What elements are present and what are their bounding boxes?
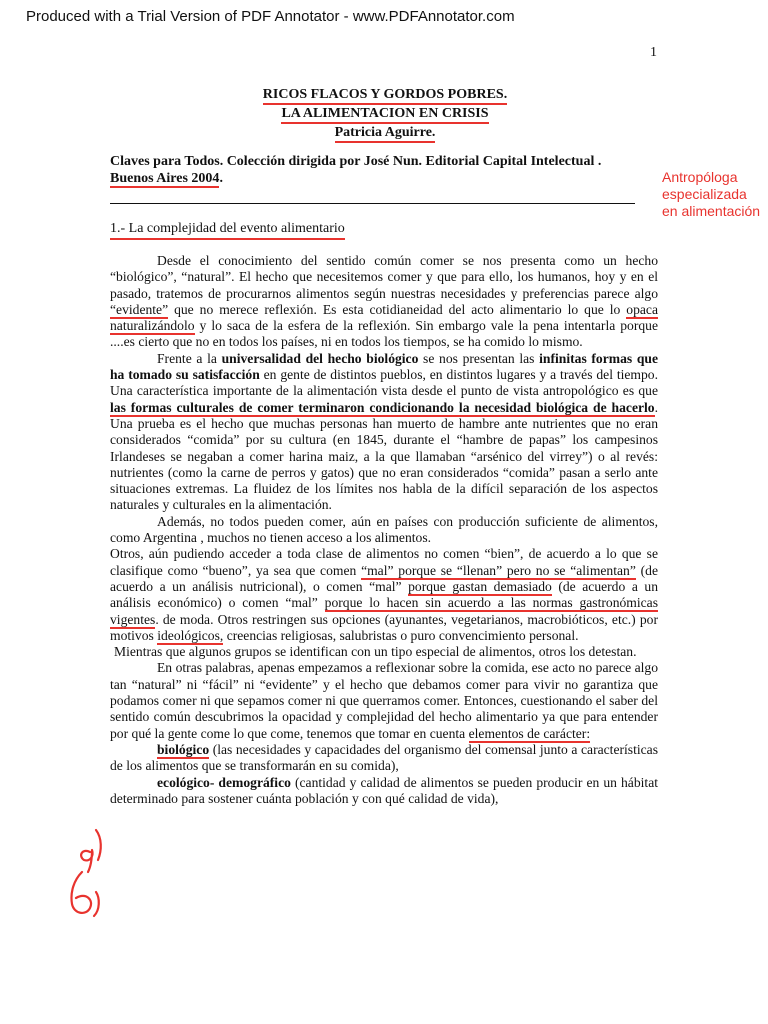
publication-info-part1: Claves para Todos. Colección dirigida por José Nun. Editorial Capital Intelectual . [110,154,602,169]
publication-info [110,153,640,187]
bold-phrase: universalidad del hecho biológico [221,350,419,366]
bold-ecologico: ecológico- demográfico [157,774,291,790]
text-run: (de acuerdo a un análisis nutricional), o comen “mal” [110,562,658,594]
underlined-evidente: “evidente” [110,301,169,317]
paragraph-1 [110,253,658,351]
publication-info-place-year: Buenos Aires 2004 [110,171,220,186]
text-run: Otros, aún pudiendo acceder a toda clase de alimentos no comen “bien”, de acuerdo a lo que se clasifique como “bueno”, ya sea que comen [110,546,658,578]
underlined-biologico: biológico [157,741,210,757]
paragraph-3: Además, no todos pueden comer, aún en países con producción suficiente de alimentos, como Argentina , muchos no tienen acceso a los alimentos. [110,513,658,546]
text-run: . Una prueba es el hecho que muchas personas han muerto de hambre ante nutrientes que no eran considerados “comida” por su cultura (en 1845, durante el “hambre de papas” los campesinos Irlandeses se negaban a comer harina maiz, a la que llamaban “arsénico del virrey”) o al revés: nutrientes (como la carne de perros y gatos) que no eran considerados “comida” pasan a serlo ante situaciones extremas. La fluidez de los límites nos habla de la difícil separación de los aspectos naturales y culturales en la alimentación. [110,399,658,513]
text-run: (cantidad y calidad de alimentos se pueden producir en un hábitat determinado para sostener cuánta población y con qué calidad de vida), [110,774,658,806]
underlined-gastan: porque gastan demasiado [408,578,552,594]
page-number: 1 [650,45,657,60]
text-run: creencias religiosas, salubristas o puro convencimiento personal. [223,627,579,643]
section-title: 1.- La complejidad del evento alimentario [110,221,345,240]
title-line-2: LA ALIMENTACION EN CRISIS [281,105,488,124]
author-name: Patricia Aguirre. [335,124,436,143]
text-run: y lo saca de la esfera de la reflexión. Sin embargo vale la pena intentarla porque ....es cierto que no en todos los países, ni en todos los tiempos, se ha comido lo mismo. [110,318,658,350]
text-run: Frente a la [157,350,222,366]
text-run: (de acuerdo a un análisis económico) o comen “mal” [110,578,658,611]
horizontal-rule [110,203,635,204]
underlined-mal-llenan: “mal” porque se “llenan” pero no se “alimentan” [361,562,636,578]
margin-annotation: Antropóloga especializada en alimentación [662,169,761,219]
text-run: En otras palabras, apenas empezamos a reflexionar sobre la comida, ese acto no parece algo tan “natural” ni “fácil” ni “evidente” y el hecho que debamos comer para vivir no garantiza que podamos comer ni que sepamos comer ni que querramos comer. Entonces, cuestionando el saber del sentido común descubrimos la opacidad y complejidad del hecho alimentario ya que para entender por qué la gente come lo que come, tenemos que tomar en cuenta [110,660,658,741]
paragraph-6 [110,660,658,741]
trial-version-banner: Produced with a Trial Version of PDF Annotator - www.PDFAnnotator.com [26,8,515,25]
paragraph-biologico [110,742,658,775]
text-run: que no merece reflexión. Es esta cotidianeidad del acto alimentario lo que lo [168,301,627,317]
underlined-ideologicos: ideológicos, [157,627,224,643]
underlined-bold-formas-culturales: las formas culturales de comer terminaron condicionando la necesidad biológica de hacerlo [110,399,655,415]
body-text [110,253,658,807]
handwritten-annotation [60,820,110,920]
text-run: . de moda. Otros restringen sus opciones (ayunantes, vegetarianos, macrobióticos, etc.) por motivos [110,611,658,643]
paragraph-ecologico [110,775,658,808]
text-run: en gente de distintos pueblos, en distintos lugares y a través del tiempo. Una característica importante de la alimentación vista desde el punto de vista antropológico es que [110,367,658,399]
document-title [110,86,660,143]
paragraph-5: Mientras que algunos grupos se identifican con un tipo especial de alimentos, otros los detestan. [114,644,637,660]
text-run: se nos presentan las [418,350,540,366]
underlined-elementos: elementos de carácter: [468,725,591,741]
text-run: (las necesidades y capacidades del organismo del comensal junto a características de los alimentos que se transformarán en su comida), [110,741,658,774]
underlined-normas: porque lo hacen sin acuerdo a las normas gastronómicas vigentes [110,595,658,627]
paragraph-4 [110,546,658,644]
bold-phrase: infinitas formas que ha tomado su satisfacción [110,350,658,383]
publication-info-end: . [219,171,223,186]
text-run: Desde el conocimiento del sentido común comer se nos presenta como un hecho “biológico”, “natural”. El hecho que necesitemos comer y que para ello, los humanos, hoy y en el pasado, tratemos de procurarnos alimentos según nuestras necesidades y preferencias parece algo [110,253,658,301]
underlined-opaca: opaca naturalizándolo [110,301,658,334]
title-line-1: RICOS FLACOS Y GORDOS POBRES. [263,86,507,105]
paragraph-2 [110,351,658,514]
